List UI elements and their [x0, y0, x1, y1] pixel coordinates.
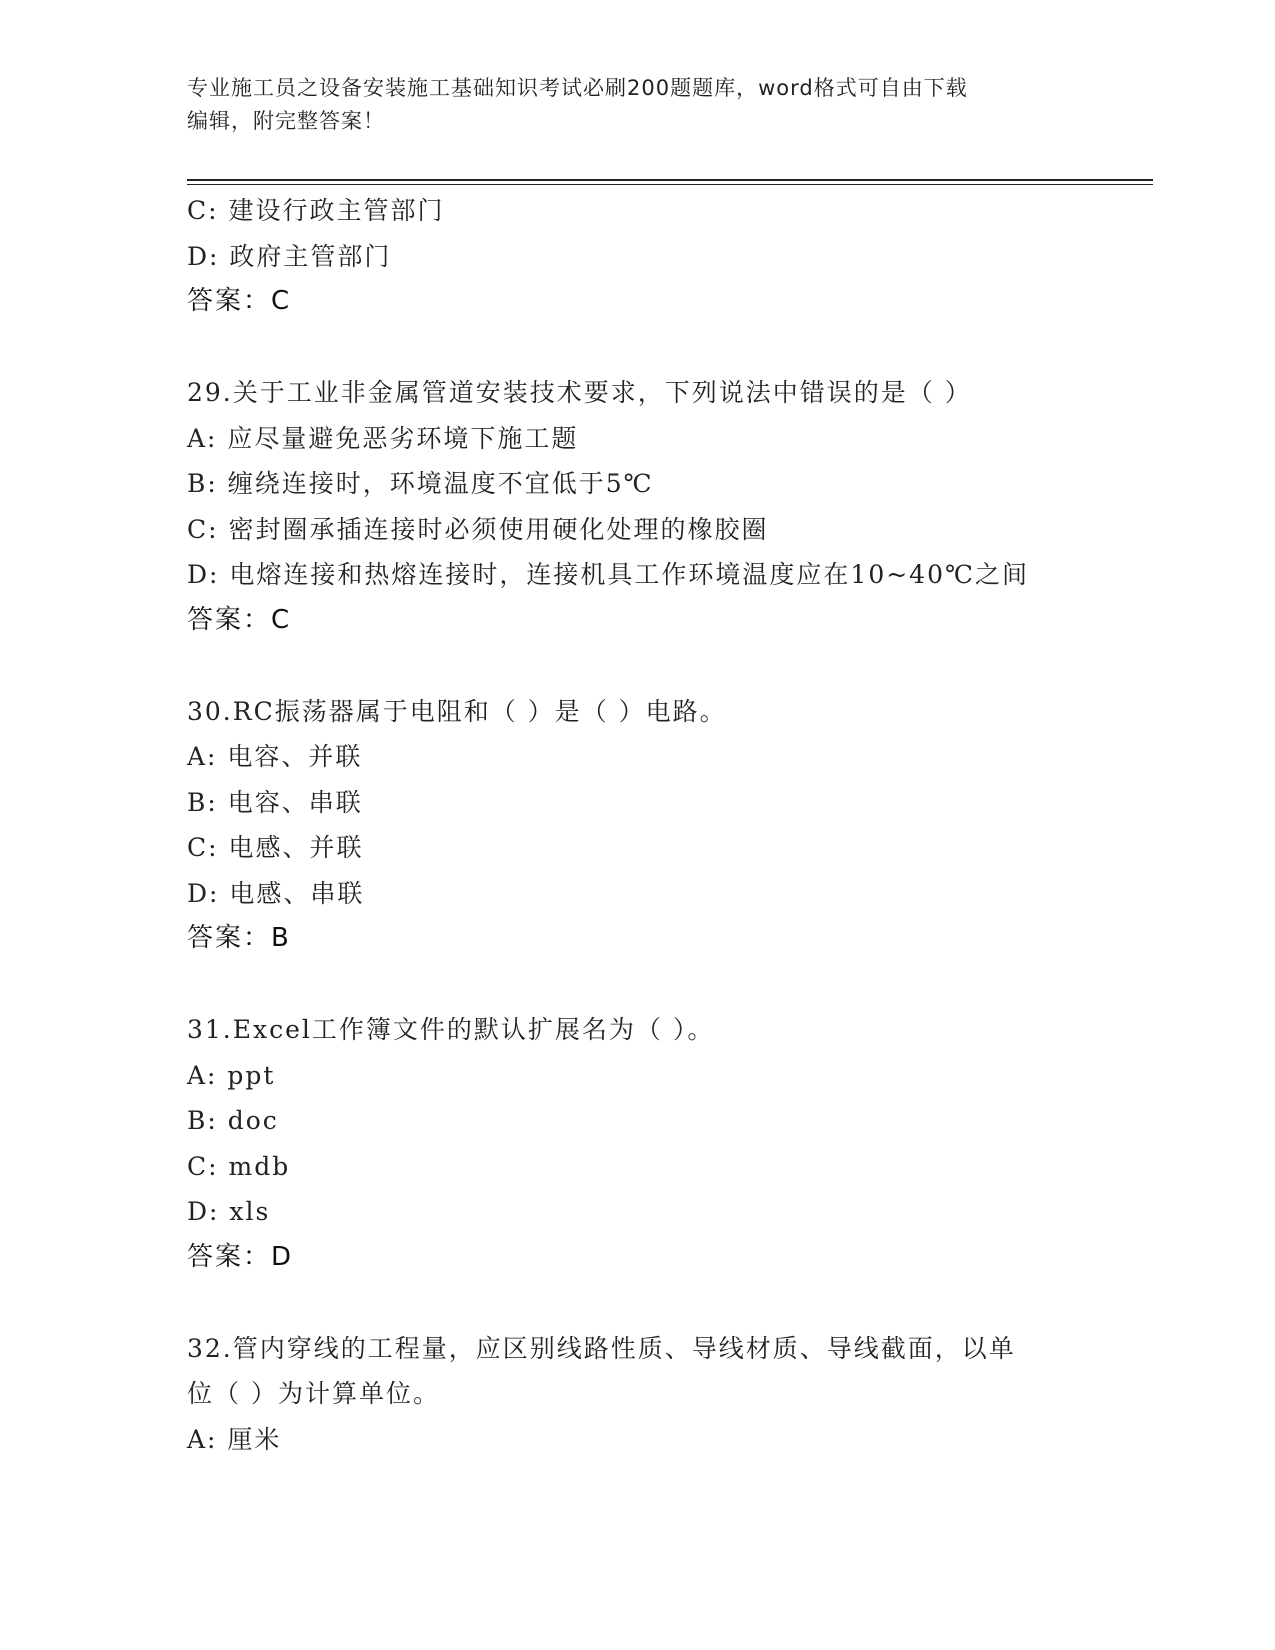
option-line: C: 建设行政主管部门	[187, 196, 445, 225]
answer-line: 答案：C	[187, 286, 292, 316]
blank-line	[187, 643, 1087, 689]
answer-line: 答案：D	[187, 1241, 294, 1272]
option-line: B: 电容、串联	[187, 787, 363, 817]
option-line: B: doc	[187, 1106, 279, 1135]
option-line: C: 电感、并联	[187, 833, 364, 862]
option-line: C: 密封圈承插连接时必须使用硬化处理的橡胶圈	[187, 514, 769, 544]
option-line: A: ppt	[187, 1060, 276, 1090]
option-line: C: mdb	[187, 1151, 291, 1181]
header-line-2: 编辑，附完整答案！	[187, 109, 385, 133]
blank-line	[187, 962, 1087, 1008]
answer-line: 答案：B	[187, 923, 291, 953]
option-line: A: 厘米	[187, 1424, 282, 1454]
header-rule-thick	[187, 179, 1153, 181]
option-line: D: 政府主管部门	[187, 241, 392, 271]
header-line-1: 专业施工员之设备安装施工基础知识考试必刷200题题库，word格式可自由下载	[187, 76, 968, 100]
option-line: D: 电熔连接和热熔连接时，连接机具工作环境温度应在10~40℃之间	[187, 560, 1029, 589]
question-text: 29.关于工业非金属管道安装技术要求，下列说法中错误的是（ ）	[187, 378, 972, 407]
answer-line: 答案：C	[187, 604, 292, 635]
question-text: 30.RC振荡器属于电阻和（ ）是（ ）电路。	[187, 696, 727, 726]
option-line: D: xls	[187, 1197, 271, 1226]
question-content	[187, 188, 1087, 1462]
option-line: B: 缠绕连接时，环境温度不宜低于5℃	[187, 469, 654, 498]
blank-line	[187, 325, 1087, 371]
option-line: A: 电容、并联	[187, 742, 363, 771]
blank-line	[187, 1280, 1087, 1326]
question-text: 32.管内穿线的工程量，应区别线路性质、导线材质、导线截面，以单	[187, 1333, 1016, 1363]
document-header	[187, 72, 1087, 138]
header-rule-thin	[187, 184, 1153, 185]
option-line: A: 应尽量避免恶劣环境下施工题	[187, 423, 579, 453]
question-text: 31.Excel工作簿文件的默认扩展名为（ ）。	[187, 1015, 715, 1044]
option-line: D: 电感、串联	[187, 878, 365, 908]
question-text-continued: 位（ ）为计算单位。	[187, 1379, 440, 1408]
